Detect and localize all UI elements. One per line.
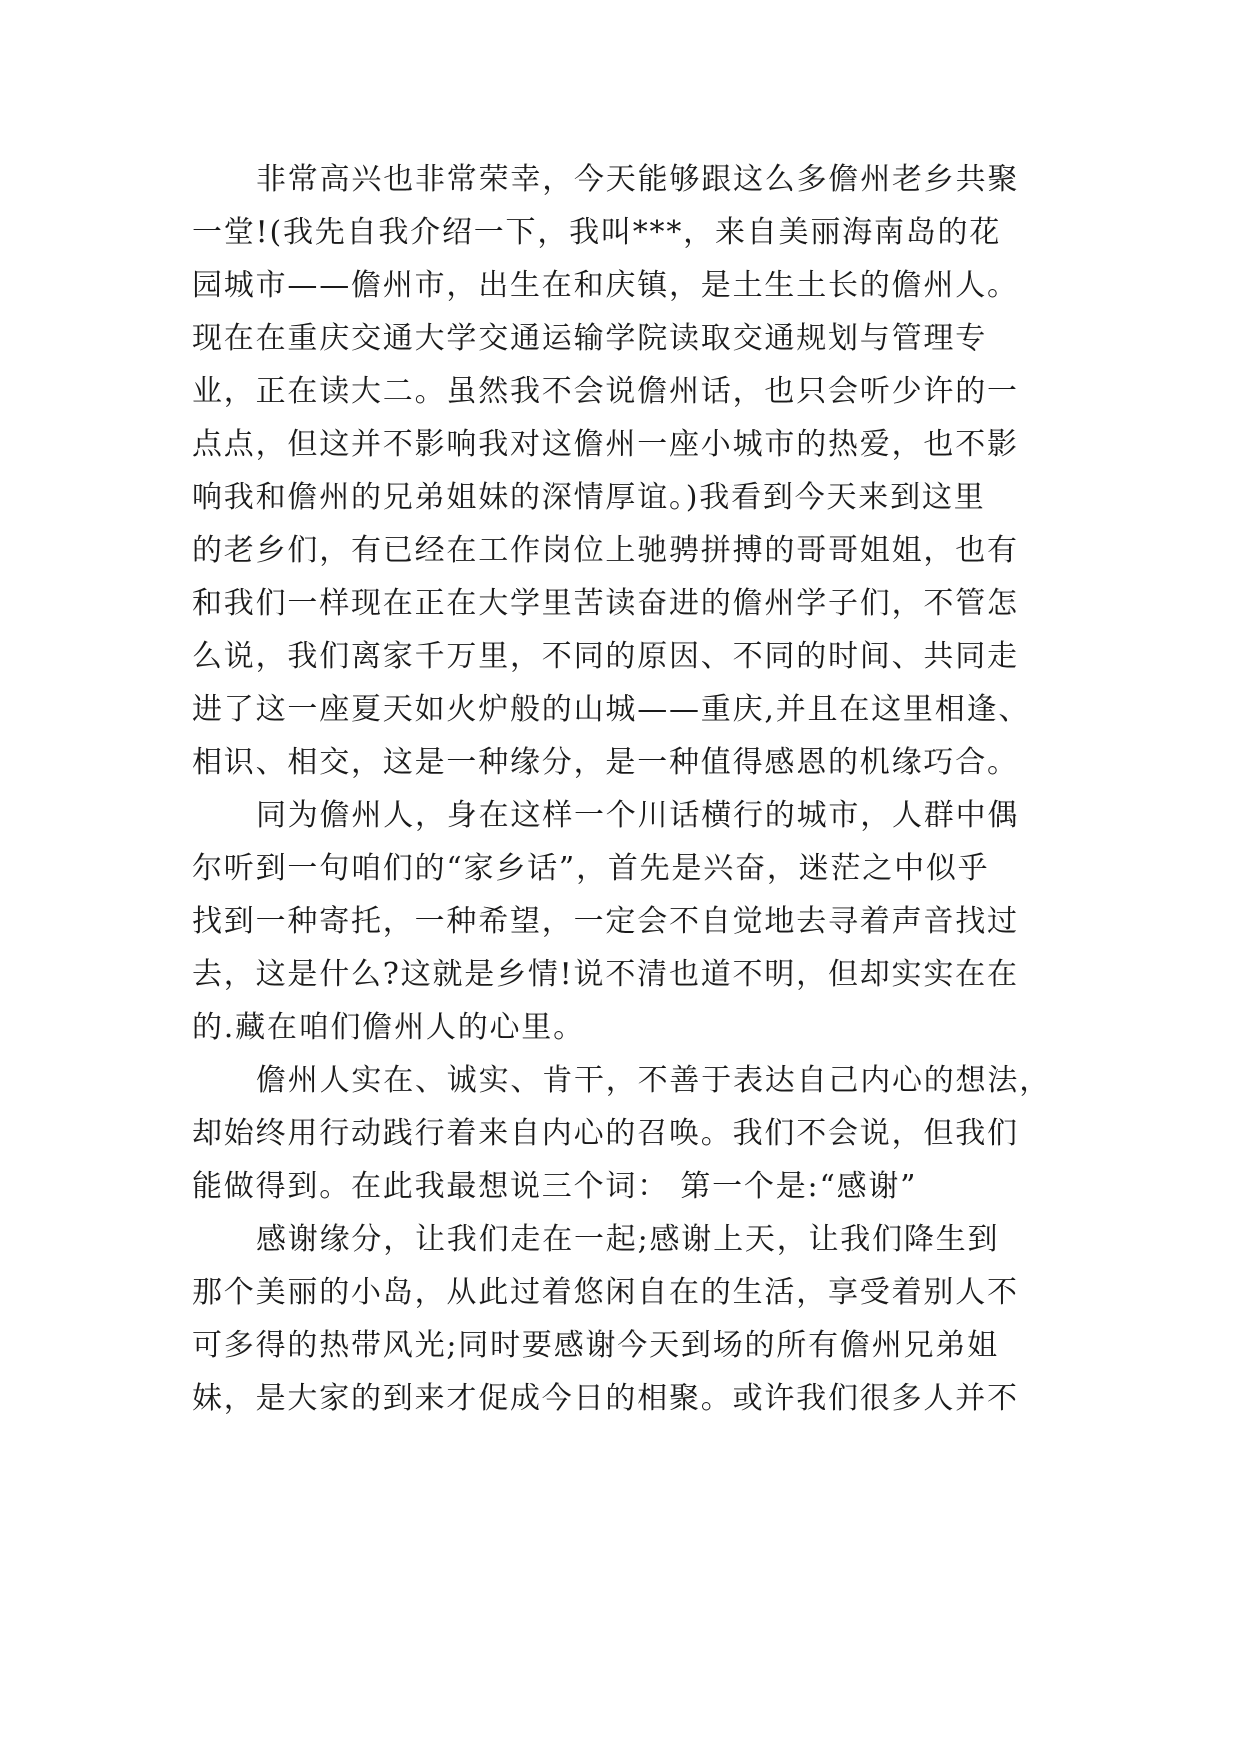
paragraph-1-line-7: 响我和儋州的兄弟姐妹的深情厚谊。)我看到今天来到这里 [192, 480, 986, 515]
paragraph-1-line-11: 进了这一座夏天如火炉般的山城——重庆,并且在这里相逢、 [192, 692, 1031, 727]
paragraph-1-line-2: 一堂!(我先自我介绍一下，我叫***，来自美丽海南岛的花 [192, 215, 1002, 250]
paragraph-4-line-4: 妹，是大家的到来才促成今日的相聚。或许我们很多人并不 [192, 1381, 1019, 1416]
paragraph-3-line-2: 却始终用行动践行着来自内心的召唤。我们不会说，但我们 [192, 1116, 1019, 1151]
paragraph-2-line-2: 尔听到一句咱们的“家乡话”，首先是兴奋，迷茫之中似乎 [192, 851, 990, 886]
paragraph-1-line-3: 园城市——儋州市，出生在和庆镇，是土生土长的儋州人。 [192, 268, 1019, 303]
paragraph-1-line-4: 现在在重庆交通大学交通运输学院读取交通规划与管理专 [192, 321, 987, 356]
paragraph-1-line-10: 么说，我们离家千万里，不同的原因、不同的时间、共同走 [192, 639, 1019, 674]
paragraph-1-line-6: 点点，但这并不影响我对这儋州一座小城市的热爱，也不影 [192, 427, 1019, 462]
paragraph-1-line-12: 相识、相交，这是一种缘分，是一种值得感恩的机缘巧合。 [192, 745, 1019, 780]
paragraph-2-line-1: 同为儋州人，身在这样一个川话横行的城市，人群中偶 [256, 798, 1020, 833]
paragraph-3-line-3: 能做得到。在此我最想说三个词： 第一个是:“感谢” [192, 1169, 918, 1204]
paragraph-2-line-5: 的.藏在咱们儋州人的心里。 [192, 1010, 585, 1045]
paragraph-2-line-4: 去，这是什么?这就是乡情!说不清也道不明，但却实实在在 [192, 957, 1019, 992]
paragraph-1-line-9: 和我们一样现在正在大学里苦读奋进的儋州学子们，不管怎 [192, 586, 1019, 621]
paragraph-3-line-1: 儋州人实在、诚实、肯干，不善于表达自己内心的想法， [256, 1063, 1051, 1098]
paragraph-1-line-1: 非常高兴也非常荣幸，今天能够跟这么多儋州老乡共聚 [256, 162, 1020, 197]
paragraph-4-line-1: 感谢缘分，让我们走在一起;感谢上天，让我们降生到 [256, 1222, 1000, 1257]
paragraph-1-line-5: 业，正在读大二。虽然我不会说儋州话，也只会听少许的一 [192, 374, 1019, 409]
paragraph-4-line-3: 可多得的热带风光;同时要感谢今天到场的所有儋州兄弟姐 [192, 1328, 999, 1363]
paragraph-2-line-3: 找到一种寄托，一种希望，一定会不自觉地去寻着声音找过 [192, 904, 1019, 939]
paragraph-1-line-8: 的老乡们，有已经在工作岗位上驰骋拼搏的哥哥姐姐，也有 [192, 533, 1019, 568]
paragraph-4-line-2: 那个美丽的小岛，从此过着悠闲自在的生活，享受着别人不 [192, 1275, 1019, 1310]
